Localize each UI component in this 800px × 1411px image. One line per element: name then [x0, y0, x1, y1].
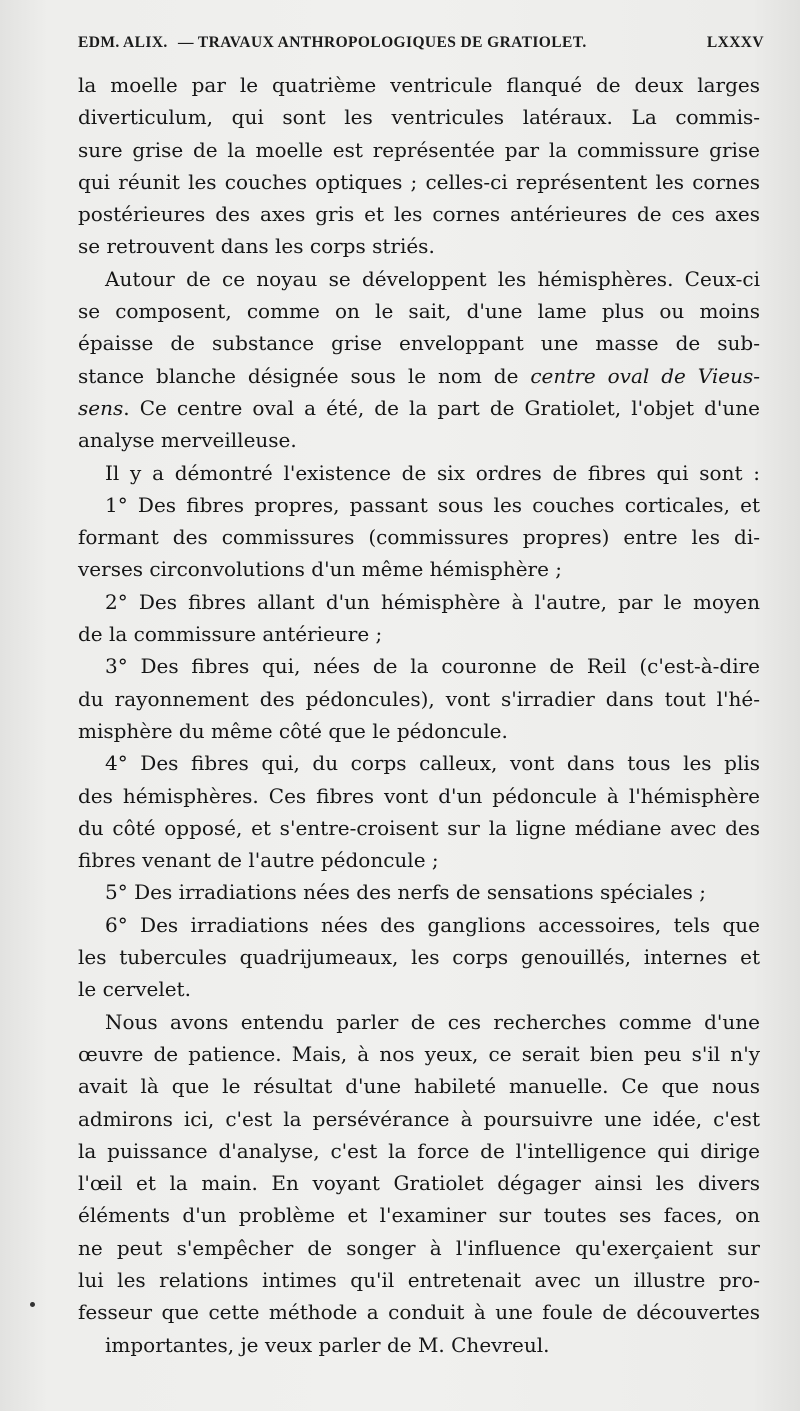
header-title: — TRAVAUX ANTHROPOLOGIQUES DE GRATIOLET.	[177, 34, 587, 51]
text-line: l'œil et la main. En voyant Gratiolet dégager ainsi les divers	[78, 1171, 760, 1196]
text-line: 4° Des fibres qui, du corps calleux, vont dans tous les plis	[105, 751, 760, 776]
text-line: diverticulum, qui sont les ventricules latéraux. La commis-	[78, 105, 760, 130]
text-line: 1° Des fibres propres, passant sous les couches corticales, et	[105, 492, 760, 517]
text-line: avait là que le résultat d'une habileté manuelle. Ce que nous	[78, 1074, 760, 1099]
text-line: lui les relations intimes qu'il entretenait avec un illustre pro-	[78, 1267, 760, 1292]
text-line: le cervelet.	[78, 977, 191, 1002]
header-author: EDM. ALIX.	[78, 34, 168, 51]
text-line: des hémisphères. Ces fibres vont d'un pédoncule à l'hémisphère	[78, 783, 760, 808]
page-number: LXXXV	[706, 34, 764, 51]
text-line: Autour de ce noyau se développent les hémisphères. Ceux-ci	[105, 266, 760, 291]
text-line: de la commissure antérieure ;	[78, 622, 383, 647]
text-line: éléments d'un problème et l'examiner sur toutes ses faces, on	[78, 1203, 760, 1228]
text-line: sens. Ce centre oval a été, de la part de Gratiolet, l'objet d'une	[78, 395, 760, 420]
text-line: qui réunit les couches optiques ; celles-ci représentent les cornes	[78, 169, 760, 194]
text-line: Il y a démontré l'existence de six ordres de fibres qui sont :	[105, 460, 760, 485]
text-line: verses circonvolutions d'un même hémisphère ;	[78, 557, 563, 582]
text-line: stance blanche désignée sous le nom de centre oval de Vieus-	[78, 363, 760, 388]
text-line: importantes, je veux parler de M. Chevreul.	[105, 1332, 550, 1357]
text-line: épaisse de substance grise enveloppant une masse de sub-	[78, 331, 760, 356]
text-line: postérieures des axes gris et les cornes antérieures de ces axes	[78, 202, 760, 227]
text-line: misphère du même côté que le pédoncule.	[78, 718, 508, 743]
text-line: 5° Des irradiations nées des nerfs de sensations spéciales ;	[105, 880, 707, 905]
text-line: sure grise de la moelle est représentée par la commissure grise	[78, 137, 760, 162]
text-line: ne peut s'empêcher de songer à l'influence qu'exerçaient sur	[78, 1235, 760, 1260]
running-header-left	[78, 34, 593, 52]
text-line: 6° Des irradiations nées des ganglions accessoires, tels que	[105, 912, 760, 937]
text-line: du rayonnement des pédoncules), vont s'irradier dans tout l'hé-	[78, 686, 760, 711]
text-line: se retrouvent dans les corps striés.	[78, 234, 435, 259]
text-line: 2° Des fibres allant d'un hémisphère à l'autre, par le moyen	[105, 589, 760, 614]
text-line: analyse merveilleuse.	[78, 428, 297, 453]
text-line: Nous avons entendu parler de ces recherches comme d'une	[105, 1009, 760, 1034]
text-line: la puissance d'analyse, c'est la force de l'intelligence qui dirige	[78, 1138, 760, 1163]
text-line: fesseur que cette méthode a conduit à une foule de découvertes	[78, 1300, 760, 1325]
text-line: du côté opposé, et s'entre-croisent sur la ligne médiane avec des	[78, 815, 760, 840]
text-line: se composent, comme on le sait, d'une lame plus ou moins	[78, 299, 760, 324]
text-line: œuvre de patience. Mais, à nos yeux, ce serait bien peu s'il n'y	[78, 1041, 760, 1066]
margin-mark	[30, 1302, 35, 1307]
text-line: 3° Des fibres qui, nées de la couronne de Reil (c'est-à-dire	[105, 654, 760, 679]
text-line: les tubercules quadrijumeaux, les corps genouillés, internes et	[78, 945, 760, 970]
running-header	[78, 34, 764, 58]
body-text	[78, 69, 760, 1361]
text-line: admirons ici, c'est la persévérance à poursuivre une idée, c'est	[78, 1106, 760, 1131]
text-line: formant des commissures (commissures propres) entre les di-	[78, 525, 760, 550]
text-line: la moelle par le quatrième ventricule flanqué de deux larges	[78, 73, 760, 97]
text-line: fibres venant de l'autre pédoncule ;	[78, 848, 439, 873]
